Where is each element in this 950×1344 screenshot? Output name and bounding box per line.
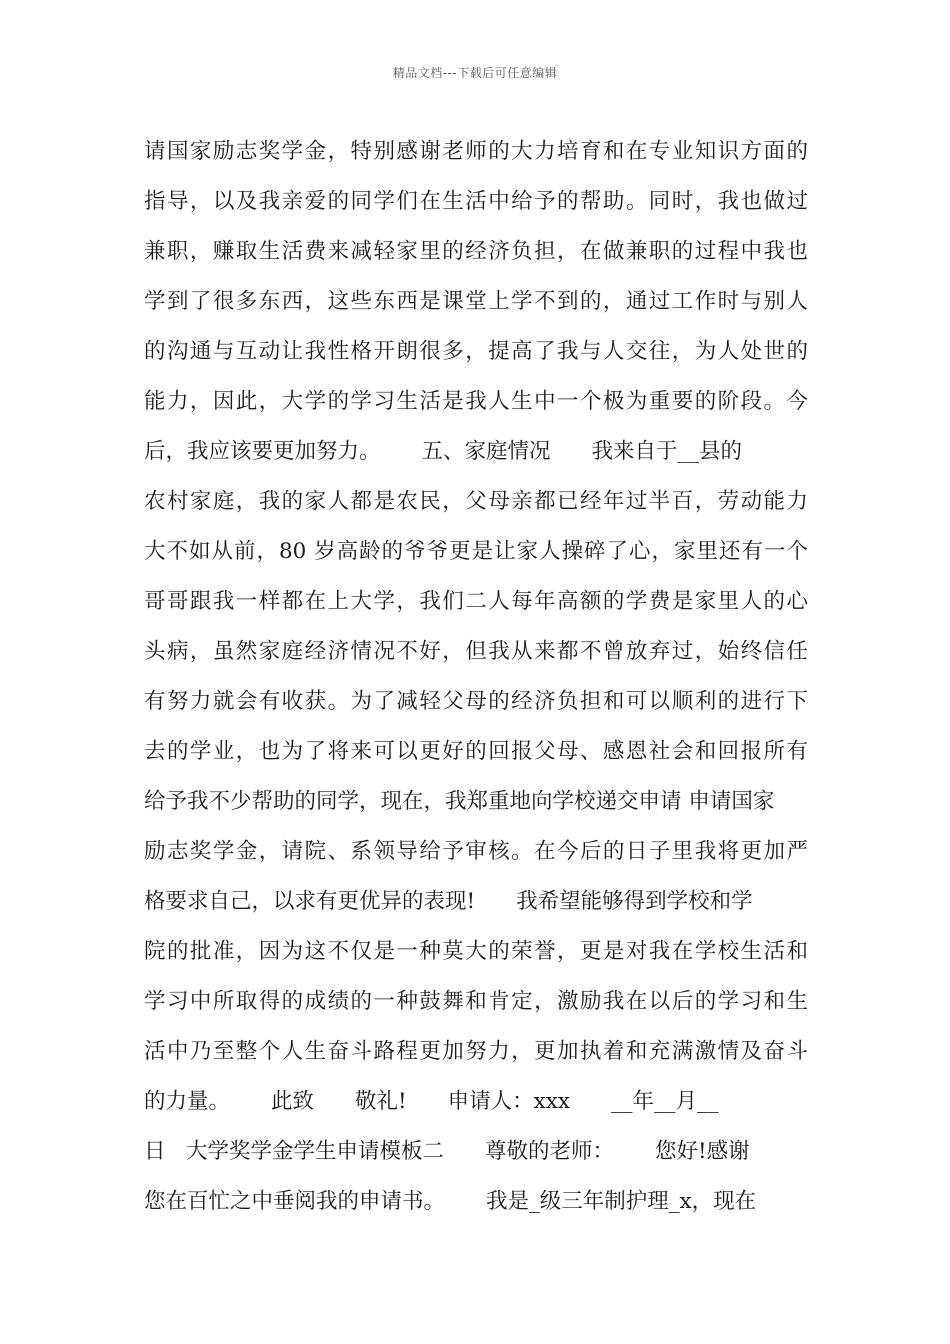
text-line: 后，我应该要更加努力。 五、家庭情况 我来自于__县的 <box>144 439 743 464</box>
text-line: 格要求自己，以求有更优异的表现! 我希望能够得到学校和学 <box>144 889 753 914</box>
text-line: 有努力就会有收获。为了减轻父母的经济负担和可以顺利的进行下 <box>144 689 808 714</box>
text-line: 的力量。 此致 敬礼! 申请人：xxx __年__月__ <box>144 1089 719 1114</box>
text-line: 学习中所取得的成绩的一种鼓舞和肯定，激励我在以后的学习和生 <box>144 989 808 1014</box>
text-line: 去的学业，也为了将来可以更好的回报父母、感恩社会和回报所有 <box>144 739 808 764</box>
text-line: 给予我不少帮助的同学，现在，我郑重地向学校递交申请 申请国家 <box>144 789 775 814</box>
text-line: 能力，因此，大学的学习生活是我人生中一个极为重要的阶段。今 <box>144 389 808 414</box>
text-line: 请国家励志奖学金，特别感谢老师的大力培育和在专业知识方面的 <box>144 139 808 164</box>
text-line: 院的批准，因为这不仅是一种莫大的荣誉，更是对我在学校生活和 <box>144 939 808 964</box>
text-line: 学到了很多东西，这些东西是课堂上学不到的，通过工作时与别人 <box>144 289 808 314</box>
text-line: 兼职，赚取生活费来减轻家里的经济负担，在做兼职的过程中我也 <box>144 239 808 264</box>
text-line: 日 大学奖学金学生申请模板二 尊敬的老师： 您好!感谢 <box>144 1139 750 1164</box>
text-line: 大不如从前，80 岁高龄的爷爷更是让家人操碎了心，家里还有一个 <box>144 539 808 564</box>
text-line: 农村家庭，我的家人都是农民，父母亲都已经年过半百，劳动能力 <box>144 489 808 514</box>
text-line: 指导，以及我亲爱的同学们在生活中给予的帮助。同时，我也做过 <box>144 189 808 214</box>
page-header: 精品文档---下载后可任意编辑 <box>392 66 558 80</box>
text-line: 励志奖学金，请院、系领导给予审核。在今后的日子里我将更加严 <box>144 839 808 864</box>
text-line: 活中乃至整个人生奋斗路程更加努力，更加执着和充满激情及奋斗 <box>144 1039 808 1064</box>
text-line: 哥哥跟我一样都在上大学，我们二人每年高额的学费是家里人的心 <box>144 589 808 614</box>
text-line: 的沟通与互动让我性格开朗很多，提高了我与人交往，为人处世的 <box>144 339 808 364</box>
text-line: 您在百忙之中垂阅我的申请书。 我是_级三年制护理_x，现在 <box>144 1189 757 1214</box>
text-line: 头病，虽然家庭经济情况不好，但我从来都不曾放弃过，始终信任 <box>144 639 808 664</box>
document-body <box>144 127 808 1227</box>
